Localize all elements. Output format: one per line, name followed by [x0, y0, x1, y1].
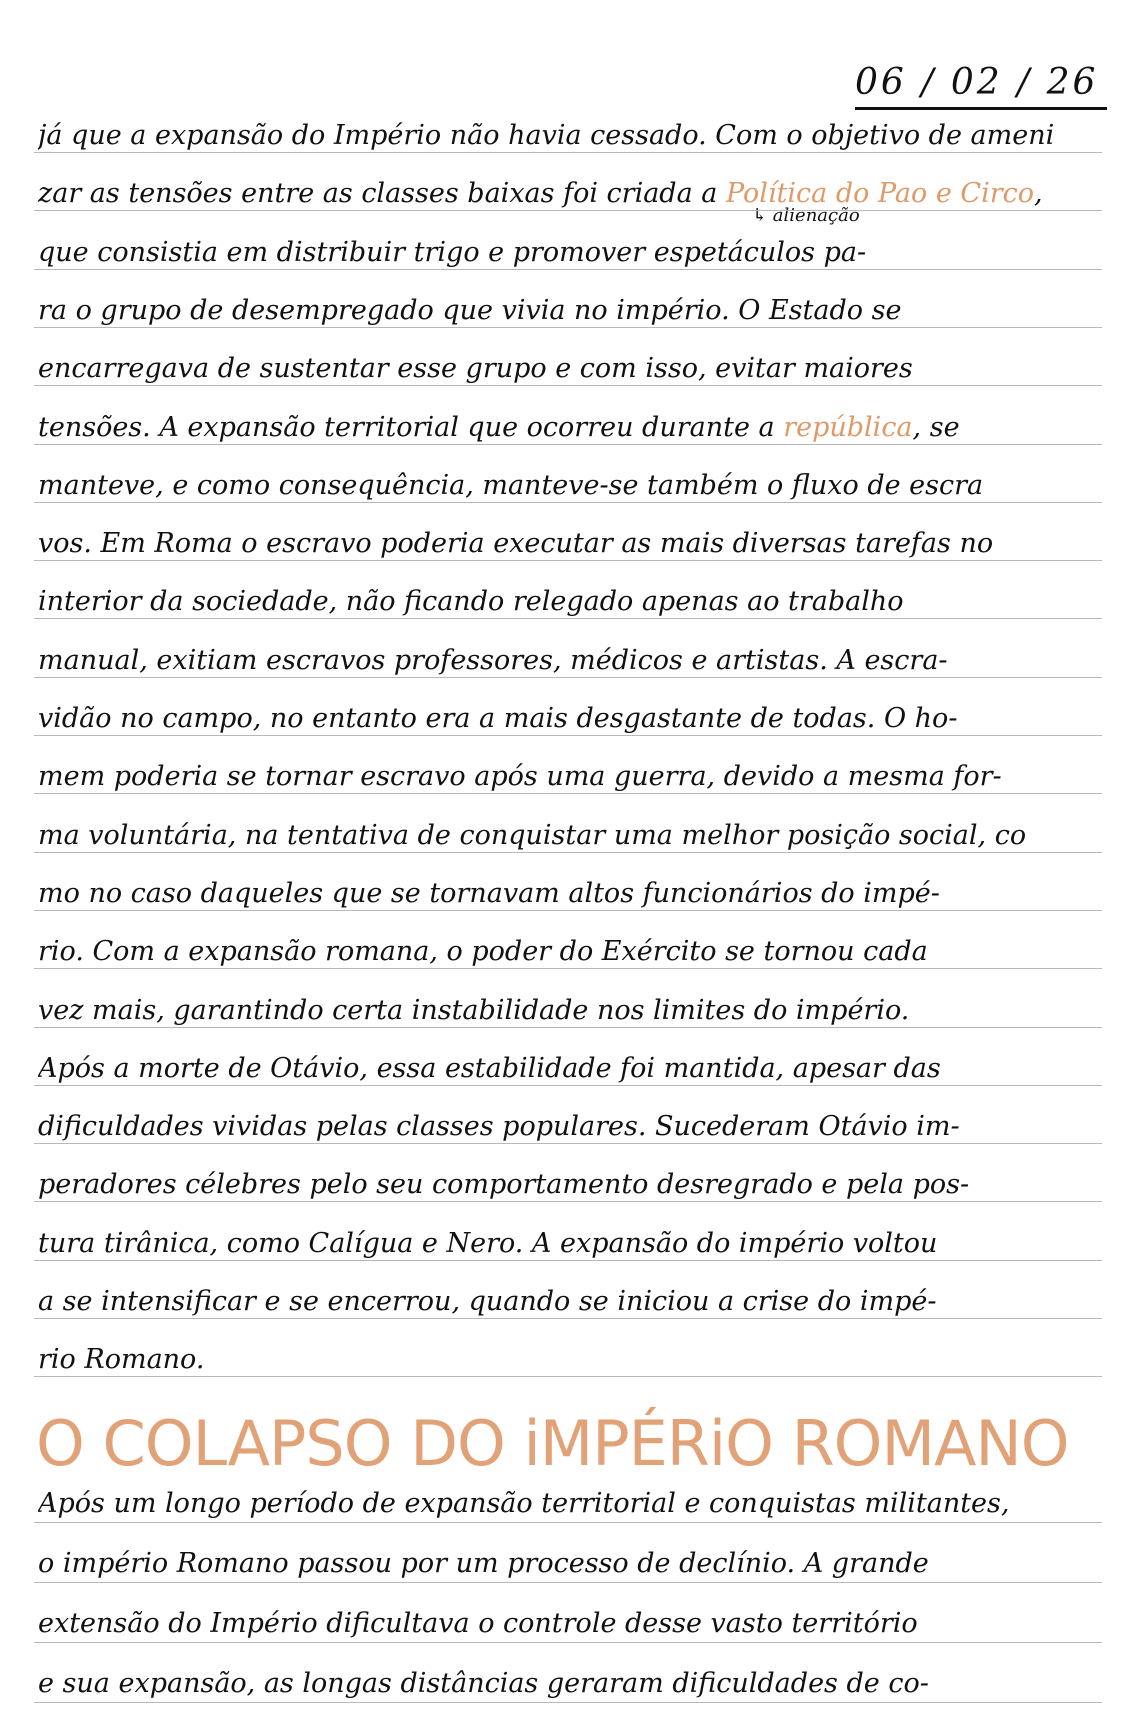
- text-line: [38, 1340, 1098, 1380]
- text-line: [38, 757, 1098, 797]
- line-text: zar as tensões entre as classes baixas foi criada a: [38, 178, 726, 210]
- text-line: [38, 1107, 1098, 1147]
- text-line: [38, 1049, 1098, 1089]
- date-underline: [855, 107, 1107, 110]
- line-text: rio. Com a expansão romana, o poder do Exército se tornou cada: [38, 936, 928, 968]
- line-text: vos. Em Roma o escravo poderia executar as mais diversas tarefas no: [38, 528, 994, 560]
- text-line: [38, 524, 1098, 564]
- line-text: tura tirânica, como Calígua e Nero. A expansão do império voltou: [38, 1227, 938, 1259]
- text-line: [38, 932, 1098, 972]
- line-text: vez mais, garantindo certa instabilidade nos limites do império.: [38, 994, 910, 1026]
- line-text: dificuldades vividas pelas classes populares. Sucederam Otávio im-: [38, 1111, 960, 1143]
- line-text: já que a expansão do Império não havia cessado. Com o objetivo de ameni: [38, 120, 1055, 151]
- text-line: [38, 1282, 1098, 1322]
- line-text: Após um longo período de expansão territorial e conquistas militantes,: [38, 1488, 1010, 1519]
- text-line: [38, 1224, 1098, 1264]
- line-text: ma voluntária, na tentativa de conquistar uma melhor posição social, co: [38, 819, 1027, 851]
- line-text: o império Romano passou por um processo de declínio. A grande: [38, 1548, 929, 1579]
- line-text: manteve, e como consequência, manteve-se também o fluxo de escra: [38, 469, 984, 501]
- text-line: [38, 582, 1098, 622]
- line-text: mo no caso daqueles que se tornavam altos funcionários do impé-: [38, 877, 940, 909]
- text-line: [38, 1484, 1098, 1524]
- text-line: [38, 233, 1098, 273]
- line-text: tensões. A expansão territorial que ocorreu durante a: [38, 411, 784, 443]
- line-text: mem poderia se tornar escravo após uma guerra, devido a mesma for-: [38, 761, 1002, 793]
- line-text: interior da sociedade, não ficando relegado apenas ao trabalho: [38, 586, 904, 618]
- page-date: 06 / 02 / 26: [855, 62, 1099, 103]
- text-line: [38, 291, 1098, 331]
- text-line: [38, 991, 1098, 1031]
- text-line: [38, 174, 1098, 214]
- highlighted-term: Política do Pao e Circo: [725, 178, 1034, 210]
- text-line: [38, 349, 1098, 389]
- text-line: [38, 699, 1098, 739]
- text-line: [38, 1165, 1098, 1205]
- text-line: [38, 1604, 1098, 1644]
- line-text: extensão do Império dificultava o controle desse vasto território: [38, 1608, 918, 1639]
- text-line: [38, 1544, 1098, 1584]
- line-text: e sua expansão, as longas distâncias geraram dificuldades de co-: [38, 1668, 929, 1699]
- highlighted-term: república: [783, 411, 913, 443]
- text-line: [38, 816, 1098, 856]
- text-line: [38, 1664, 1098, 1704]
- line-text: vidão no campo, no entanto era a mais desgastante de todas. O ho-: [38, 703, 958, 734]
- line-text: manual, exitiam escravos professores, médicos e artistas. A escra-: [38, 644, 948, 676]
- section-heading: O COLAPSO DO iMPÉRiO ROMANO: [36, 1407, 1069, 1480]
- line-text: ra o grupo de desempregado que vivia no império. O Estado se: [38, 294, 902, 326]
- text-line: [38, 874, 1098, 914]
- line-text: que consistia em distribuir trigo e promover espetáculos pa-: [38, 236, 867, 268]
- annotation-note: ↳ alienação: [752, 205, 860, 226]
- line-text-after: ,: [1034, 178, 1043, 210]
- line-text: peradores célebres pelo seu comportamento desregrado e pela pos-: [38, 1169, 970, 1201]
- line-text: a se intensificar e se encerrou, quando se iniciou a crise do impé-: [38, 1286, 937, 1317]
- text-line: [38, 641, 1098, 681]
- text-line: [38, 408, 1098, 448]
- text-line: [38, 466, 1098, 506]
- text-line: [38, 116, 1098, 156]
- line-text: Após a morte de Otávio, essa estabilidade foi mantida, apesar das: [38, 1052, 941, 1084]
- line-text: encarregava de sustentar esse grupo e com isso, evitar maiores: [38, 353, 913, 385]
- line-text: rio Romano.: [38, 1344, 205, 1376]
- line-text-after: , se: [912, 411, 960, 443]
